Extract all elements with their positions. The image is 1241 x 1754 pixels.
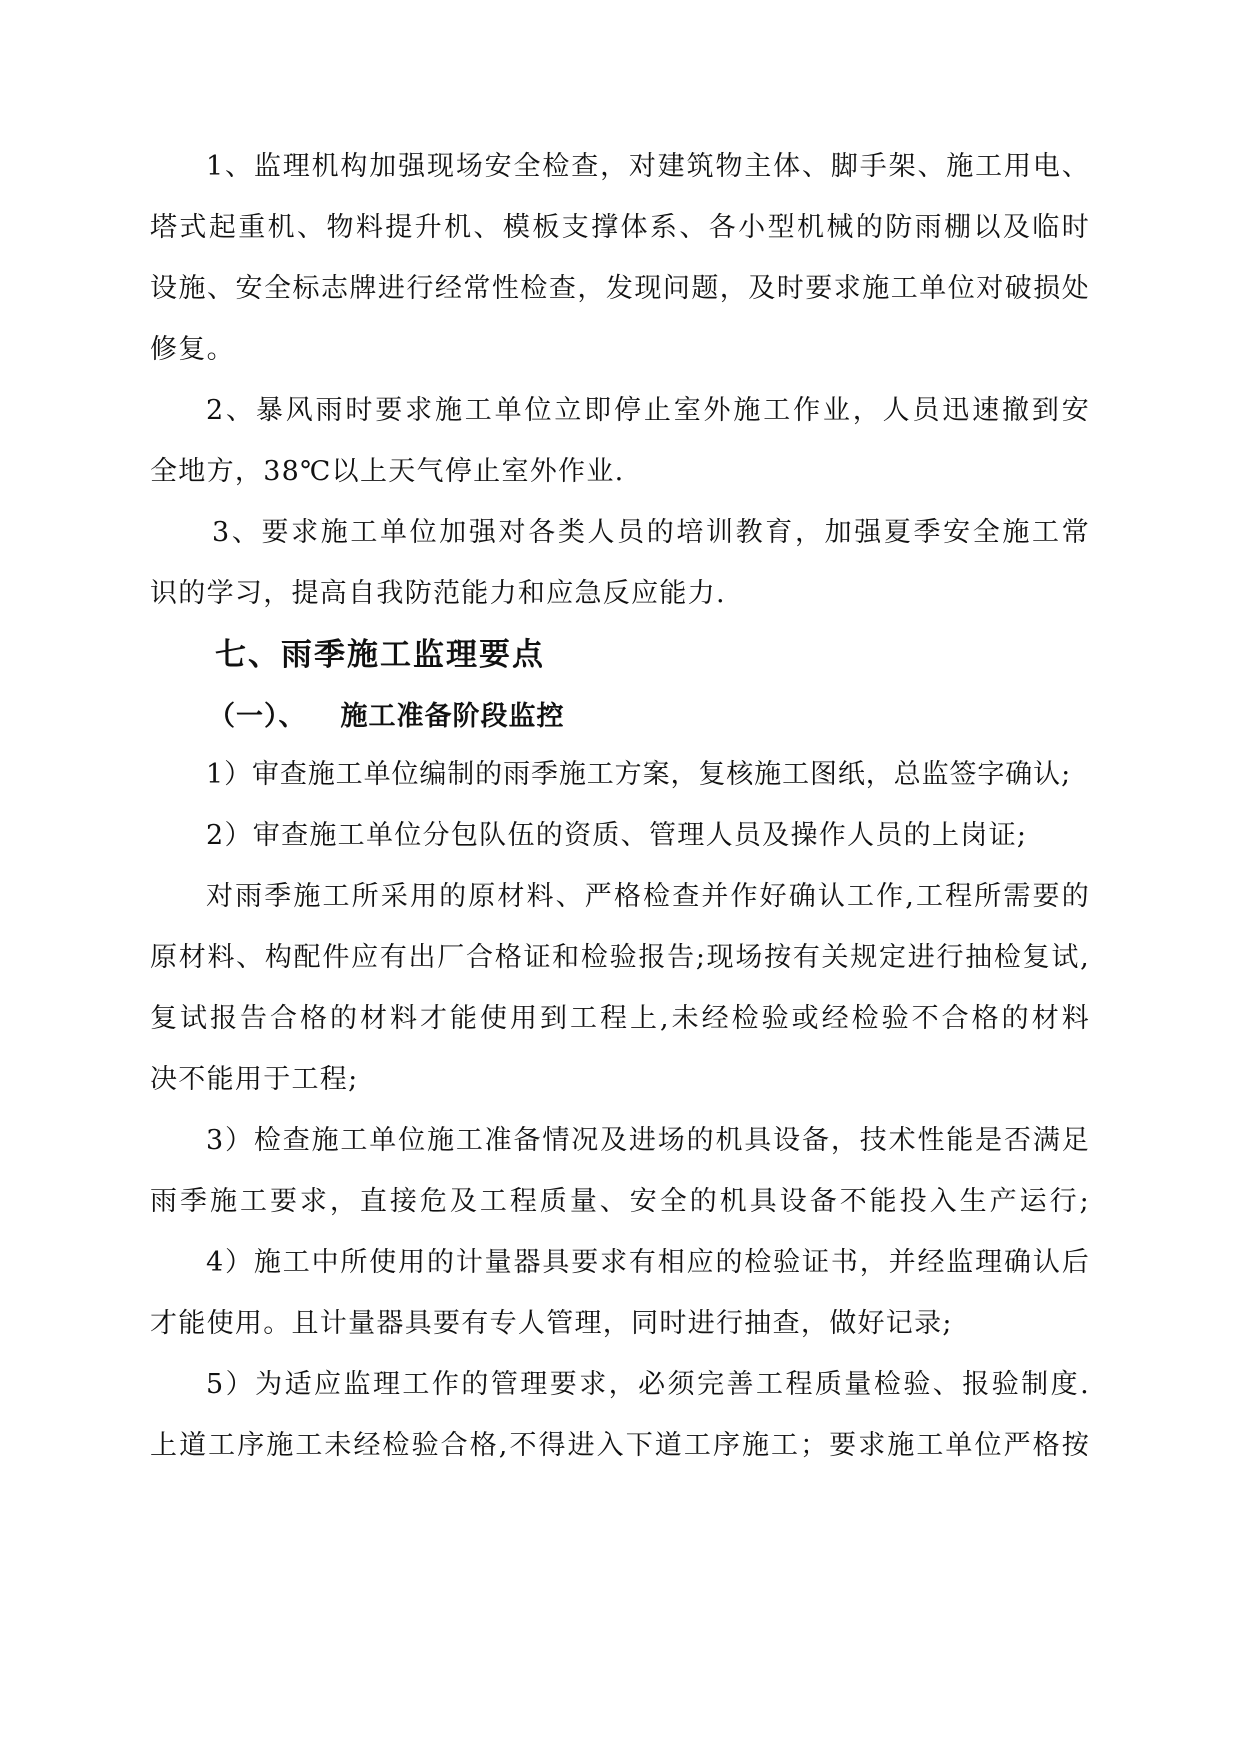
paragraph-line: 上道工序施工未经检验合格,不得进入下道工序施工；要求施工单位严格按 — [150, 1430, 1090, 1461]
subsection-number: （一）、 — [208, 701, 307, 732]
paragraph-line: 3）检查施工单位施工准备情况及进场的机具设备，技术性能是否满足 — [206, 1125, 1090, 1156]
paragraph-line: 修复。 — [150, 334, 235, 365]
paragraph-line: 全地方，38℃以上天气停止室外作业. — [150, 456, 625, 487]
paragraph-line: 2）审查施工单位分包队伍的资质、管理人员及操作人员的上岗证; — [206, 820, 1028, 851]
paragraph-line: 3、要求施工单位加强对各类人员的培训教育，加强夏季安全施工常 — [212, 517, 1090, 548]
paragraph-line: 塔式起重机、物料提升机、模板支撑体系、各小型机械的防雨棚以及临时 — [150, 212, 1090, 243]
paragraph-line: 复试报告合格的材料才能使用到工程上,未经检验或经检验不合格的材料 — [150, 1003, 1090, 1034]
paragraph-line: 雨季施工要求，直接危及工程质量、安全的机具设备不能投入生产运行; — [150, 1186, 1090, 1217]
paragraph-line: 决不能用于工程; — [150, 1064, 359, 1095]
paragraph-line: 4）施工中所使用的计量器具要求有相应的检验证书，并经监理确认后 — [206, 1247, 1090, 1278]
paragraph-line: 识的学习，提高自我防范能力和应急反应能力. — [150, 578, 726, 609]
paragraph-line: 对雨季施工所采用的原材料、严格检查并作好确认工作,工程所需要的 — [206, 881, 1090, 912]
paragraph-line: 1、监理机构加强现场安全检查，对建筑物主体、脚手架、施工用电、 — [206, 151, 1090, 182]
paragraph-line: 原材料、构配件应有出厂合格证和检验报告;现场按有关规定进行抽检复试, — [150, 942, 1090, 973]
subsection-heading — [208, 700, 565, 734]
paragraph-line: 5）为适应监理工作的管理要求，必须完善工程质量检验、报验制度. — [206, 1369, 1090, 1400]
paragraph-line: 1）审查施工单位编制的雨季施工方案，复核施工图纸，总监签字确认; — [206, 759, 1072, 790]
section-heading: 七、雨季施工监理要点 — [215, 637, 545, 673]
subsection-title: 施工准备阶段监控 — [340, 701, 565, 732]
paragraph-line: 2、暴风雨时要求施工单位立即停止室外施工作业，人员迅速撤到安 — [206, 395, 1090, 426]
paragraph-line: 设施、安全标志牌进行经常性检查，发现问题，及时要求施工单位对破损处 — [150, 273, 1090, 304]
paragraph-line: 才能使用。且计量器具要有专人管理，同时进行抽查，做好记录; — [150, 1308, 953, 1339]
